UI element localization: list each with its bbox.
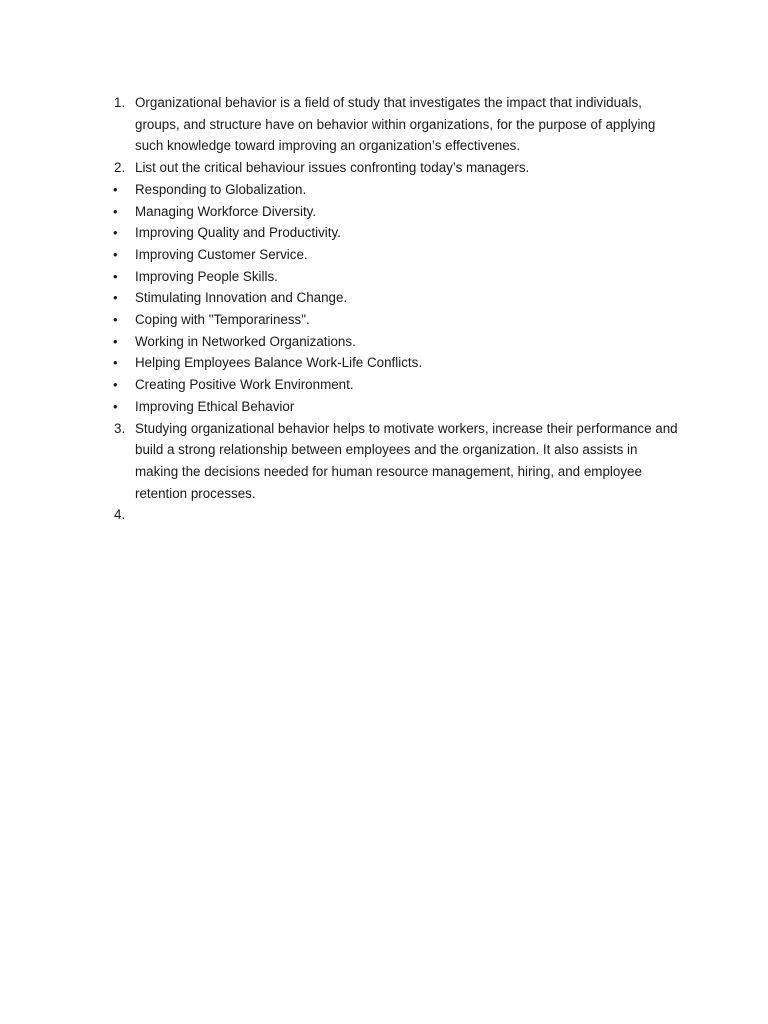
bullet-marker: • — [113, 398, 118, 414]
list-item-text: Stimulating Innovation and Change. — [135, 290, 348, 306]
bullet-marker: • — [113, 181, 118, 197]
list-item-bullet — [104, 244, 684, 266]
list-item-bullet — [104, 266, 684, 288]
list-item-text: Coping with "Temporariness". — [135, 312, 310, 328]
list-number: 1. — [114, 95, 126, 110]
bullet-marker: • — [113, 203, 118, 219]
bullet-marker: • — [113, 246, 118, 262]
list-item-text: Managing Workforce Diversity. — [135, 203, 317, 219]
list-item-text: Improving Ethical Behavior — [135, 398, 295, 414]
list-number: 2. — [114, 160, 126, 176]
bullet-marker: • — [113, 355, 118, 371]
list-item-bullet — [104, 352, 684, 374]
list-number: 3. — [114, 420, 126, 436]
bullet-marker: • — [113, 333, 118, 349]
bullet-marker: • — [113, 312, 118, 328]
bullet-marker: • — [113, 290, 118, 306]
list-item-text: Working in Networked Organizations. — [135, 333, 356, 349]
list-item-numbered-1 — [104, 92, 684, 157]
list-item-text: Improving Customer Service. — [135, 246, 308, 262]
list-item-bullet — [104, 179, 684, 201]
list-item-text: List out the critical behaviour issues confronting today’s managers. — [135, 160, 530, 176]
list-item-bullet — [104, 222, 684, 244]
list-item-text: Responding to Globalization. — [135, 181, 307, 197]
list-item-text: Helping Employees Balance Work-Life Conflicts. — [135, 355, 423, 371]
list-item-bullet — [104, 396, 684, 418]
bullet-marker: • — [113, 225, 118, 241]
list-item-text-empty[interactable] — [135, 504, 684, 526]
document-body[interactable] — [104, 92, 684, 526]
list-item-text: Organizational behavior is a field of study that investigates the impact that individuals, groups, and structure have on behavior within organizations, for the purpose of applying such knowledge toward improving an organization’s effectivenes. — [135, 95, 656, 154]
bullet-marker: • — [113, 377, 118, 393]
list-item-numbered-2 — [104, 157, 684, 179]
list-item-bullet — [104, 287, 684, 309]
bullet-marker: • — [113, 268, 118, 284]
list-item-numbered-4 — [104, 504, 684, 526]
list-item-text: Improving People Skills. — [135, 268, 278, 284]
list-number: 4. — [114, 507, 126, 523]
list-item-text: Improving Quality and Productivity. — [135, 225, 341, 241]
list-item-bullet — [104, 201, 684, 223]
list-item-text: Creating Positive Work Environment. — [135, 377, 354, 393]
list-item-bullet — [104, 331, 684, 353]
list-item-numbered-3 — [104, 418, 684, 505]
list-item-bullet — [104, 374, 684, 396]
list-item-text: Studying organizational behavior helps to motivate workers, increase their performance and build a strong relationship between employees and the organization. It also assists in making the decisions needed for human resource management, hiring, and employee retention processes. — [135, 420, 678, 501]
list-item-bullet — [104, 309, 684, 331]
